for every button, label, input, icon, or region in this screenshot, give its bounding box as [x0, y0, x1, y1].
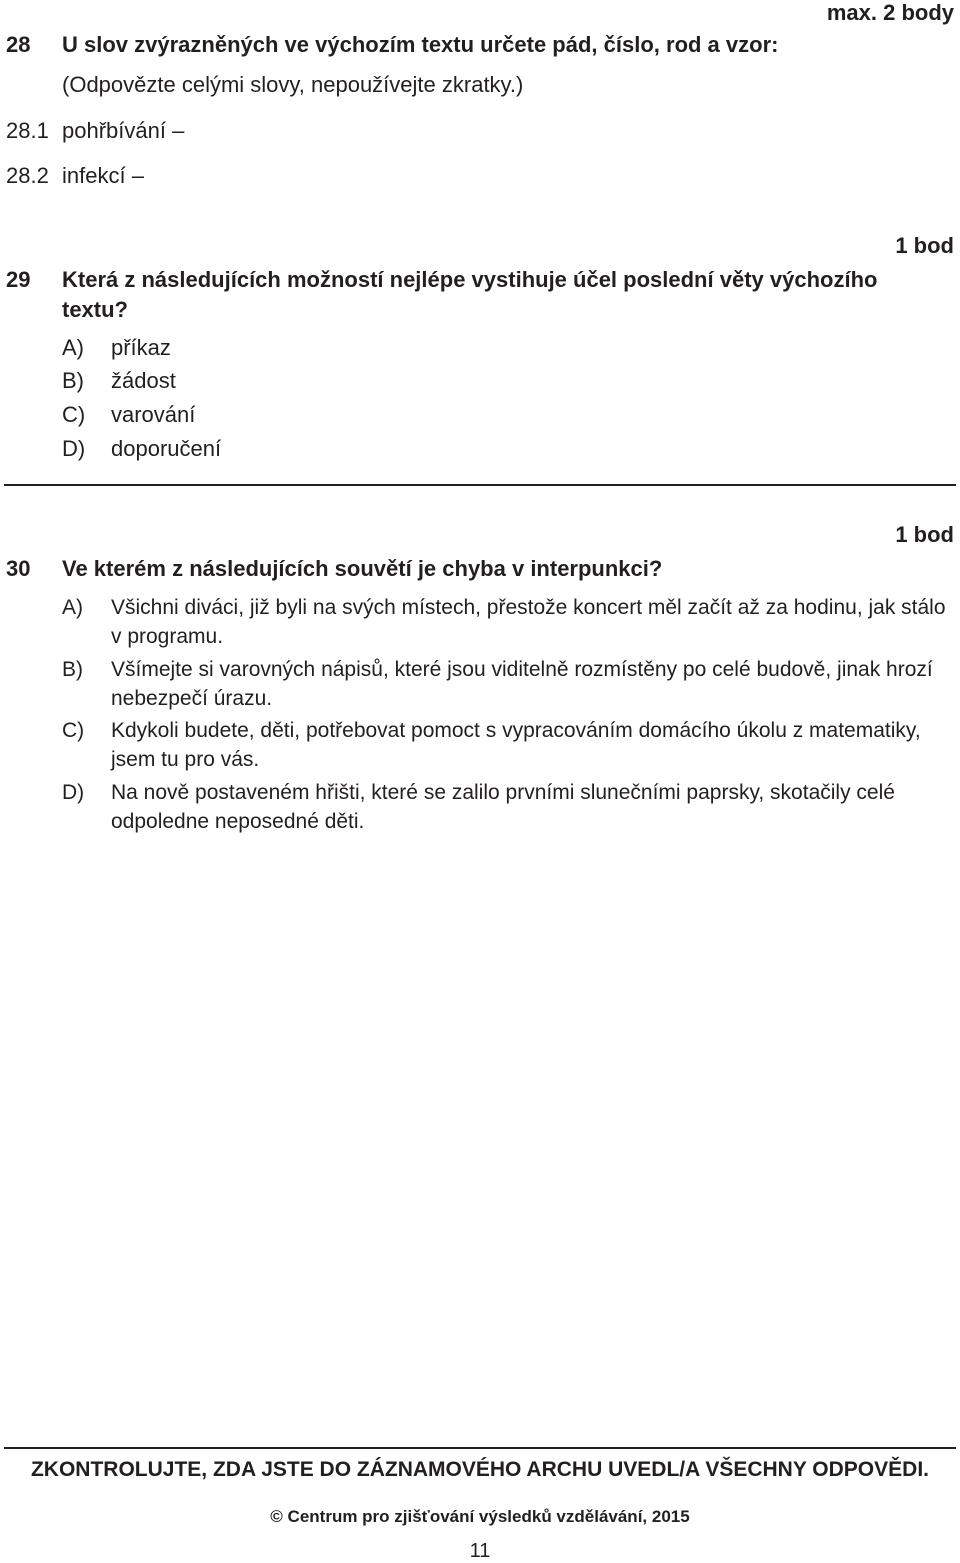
q29-option-d-label: D): [62, 436, 86, 461]
q30-option-d-label: D): [62, 781, 85, 804]
q30-question: Ve kterém z následujících souvětí je chyba v interpunkci?: [62, 556, 663, 581]
q30-option-d-text: Na nově postaveném hřišti, které se zalilo prvními slunečními paprsky, skotačily celé odpoledne neposedné děti.: [111, 781, 895, 833]
q29-option-b-text: žádost: [111, 368, 176, 393]
q29-question-line-1: Která z následujících možností nejlépe vystihuje účel poslední věty výchozího: [62, 267, 878, 292]
q29-option-d-text: doporučení: [111, 436, 222, 461]
q30-option-a-text: Všichni diváci, již byli na svých místech, přestože koncert měl začít až za hodinu, jak stálo v programu.: [111, 596, 946, 648]
q30-option-b-text: Všímejte si varovných nápisů, které jsou viditelně rozmístěny po celé budově, jinak hrozí nebezpečí úrazu.: [111, 658, 933, 710]
section-divider: [4, 484, 956, 486]
q28-item-2-number: 28.2: [6, 163, 49, 188]
q29-option-b-label: B): [62, 368, 84, 393]
q28-points: max. 2 body: [826, 0, 954, 25]
page-number: 11: [469, 1540, 491, 1562]
footer-divider: [4, 1447, 956, 1449]
q28-item-1-number: 28.1: [6, 118, 49, 143]
q29-question-line-2: textu?: [62, 297, 128, 322]
q29-number: 29: [6, 267, 31, 292]
q30-option-a-label: A): [62, 596, 83, 619]
q30-option-c-text: Kdykoli budete, děti, potřebovat pomoct s vypracováním domácího úkolu z matematiky, jsem tu pro vás.: [111, 719, 921, 771]
q29-option-a-label: A): [62, 335, 84, 360]
q28-item-2-word: infekcí –: [62, 163, 144, 188]
q29-option-a-text: příkaz: [111, 335, 171, 360]
q28-item-1-word: pohřbívání –: [62, 118, 185, 143]
q28-number: 28: [6, 32, 31, 57]
footer-check-notice: ZKONTROLUJTE, ZDA JSTE DO ZÁZNAMOVÉHO ARCHU UVEDL/A VŠECHNY ODPOVĚDI.: [30, 1458, 929, 1481]
q30-points: 1 bod: [895, 522, 954, 547]
q29-option-c-text: varování: [111, 402, 196, 427]
q30-option-b-label: B): [62, 658, 83, 681]
q30-option-c-label: C): [62, 719, 85, 742]
q28-note: (Odpovězte celými slovy, nepoužívejte zkratky.): [62, 72, 524, 97]
q28-question: U slov zvýrazněných ve výchozím textu určete pád, číslo, rod a vzor:: [62, 32, 779, 57]
footer-copyright: © Centrum pro zjišťování výsledků vzdělávání, 2015: [270, 1507, 690, 1526]
q29-points: 1 bod: [895, 233, 954, 258]
q30-number: 30: [6, 556, 31, 581]
q29-option-c-label: C): [62, 402, 86, 427]
